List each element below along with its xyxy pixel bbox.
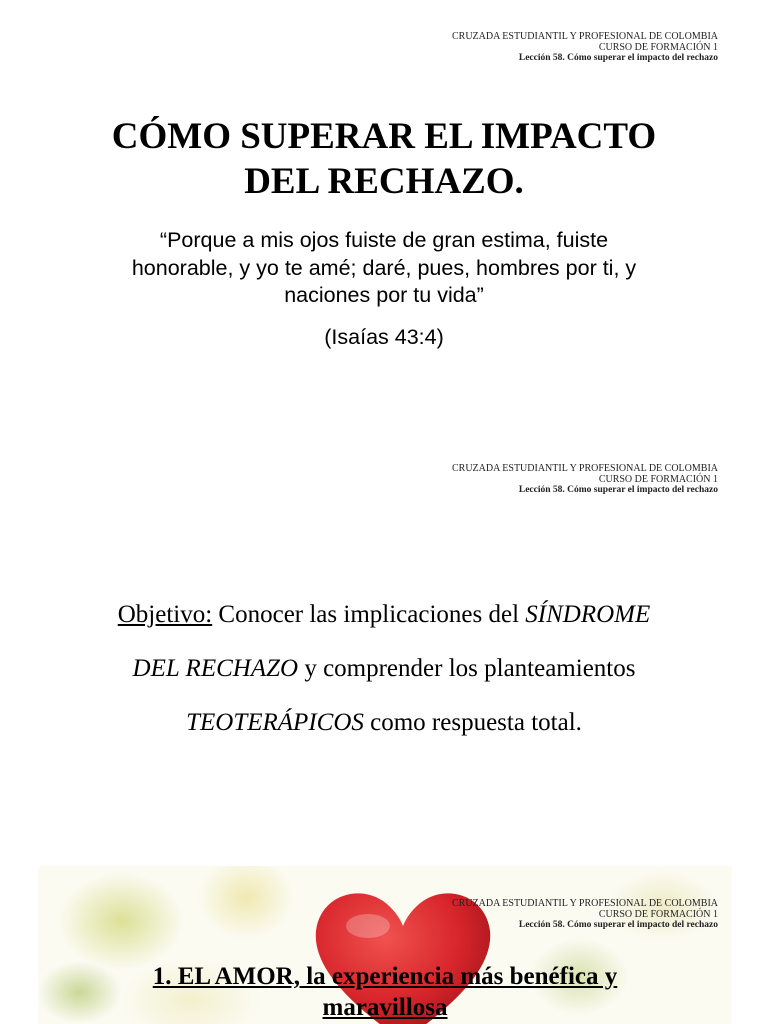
slide-love-section xyxy=(38,866,732,1024)
objective-paragraph xyxy=(80,588,688,750)
objective-text-3: como respuesta total. xyxy=(363,709,582,736)
page-title xyxy=(0,114,768,204)
header-lesson: Lección 58. Cómo superar el impacto del rechazo xyxy=(518,53,718,63)
objective-text-1: Conocer las implicaciones del xyxy=(212,601,526,628)
objective-text-2: y comprender los planteamientos xyxy=(298,655,636,682)
title-line-1: CÓMO SUPERAR EL IMPACTO xyxy=(111,116,657,157)
header-lesson: Lección 58. Cómo superar el impacto del rechazo xyxy=(518,485,718,495)
verse-line-1: “Porque a mis ojos fuiste de gran estima, fuiste xyxy=(159,228,609,252)
verse-line-3: naciones por tu vida” xyxy=(284,283,484,307)
bible-verse xyxy=(70,227,698,310)
header-lesson: Lección 58. Cómo superar el impacto del rechazo xyxy=(518,920,718,930)
objective-emphasis-3: TEOTERÁPICOS xyxy=(186,709,364,736)
header-org: CRUZADA ESTUDIANTIL Y PROFESIONAL DE COLOMBIA xyxy=(451,463,718,474)
verse-line-2: honorable, y yo te amé; daré, pues, hombres por ti, y xyxy=(131,255,637,280)
slide-header xyxy=(452,898,718,931)
slide-title xyxy=(0,0,768,420)
header-course: CURSO DE FORMACIÓN 1 xyxy=(598,42,718,53)
slide-header xyxy=(452,463,718,496)
section-title-line-1: 1. EL AMOR, la experiencia más benéfica y xyxy=(152,963,618,990)
header-org: CRUZADA ESTUDIANTIL Y PROFESIONAL DE COLOMBIA xyxy=(451,898,718,909)
title-line-2: DEL RECHAZO. xyxy=(244,161,524,202)
header-org: CRUZADA ESTUDIANTIL Y PROFESIONAL DE COLOMBIA xyxy=(451,31,718,42)
section-title-line-2: maravillosa xyxy=(322,994,448,1021)
section-title xyxy=(38,961,732,1023)
objective-emphasis-2: DEL RECHAZO xyxy=(132,655,299,682)
verse-reference: (Isaías 43:4) xyxy=(324,325,444,349)
header-course: CURSO DE FORMACIÓN 1 xyxy=(598,474,718,485)
objective-label: Objetivo: xyxy=(117,601,213,628)
slide-header xyxy=(452,31,718,64)
slide-objective xyxy=(0,420,768,860)
header-course: CURSO DE FORMACIÓN 1 xyxy=(598,909,718,920)
objective-emphasis-1: SÍNDROME xyxy=(525,601,651,628)
